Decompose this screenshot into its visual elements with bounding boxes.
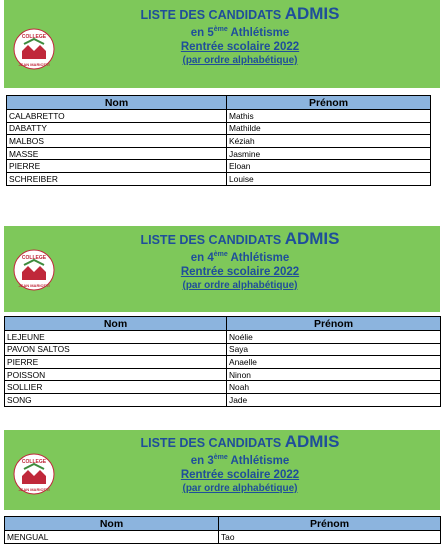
rentree-line: Rentrée scolaire 2022 (180, 468, 300, 481)
table-row: PAVON SALTOS Saya (5, 343, 441, 356)
table-row: SCHREIBER Louise (7, 172, 431, 185)
admis-label: ADMIS (284, 4, 340, 23)
level-line: en 4ème Athlétisme (190, 251, 290, 264)
table-row: CALABRETTO Mathis (7, 110, 431, 123)
header-prenom: Prénom (227, 317, 441, 331)
rentree-line: Rentrée scolaire 2022 (180, 265, 300, 278)
table-row: SONG Jade (5, 393, 441, 406)
order-line: (par ordre alphabétique) (182, 482, 298, 494)
title-prefix: LISTE DES CANDIDATS (140, 233, 282, 247)
rentree-line: Rentrée scolaire 2022 (180, 40, 300, 53)
logo-text-bottom: JEAN MARIOTTI (18, 487, 50, 492)
table-row: SOLLIER Noah (5, 381, 441, 394)
table-row: PIERRE Anaelle (5, 356, 441, 369)
logo-text-top: COLLEGE (21, 255, 47, 261)
admis-label: ADMIS (284, 432, 340, 451)
order-line: (par ordre alphabétique) (182, 54, 298, 66)
title-4eme (60, 231, 420, 292)
table-row: POISSON Ninon (5, 368, 441, 381)
college-logo-icon (12, 452, 56, 496)
table-row: MASSE Jasmine (7, 147, 431, 160)
logo-text-bottom: JEAN MARIOTTI (18, 283, 50, 288)
table-row: MENGUAL Tao (5, 531, 441, 544)
table-row: PIERRE Eloan (7, 160, 431, 173)
college-logo-icon (12, 27, 56, 71)
logo-text-top: COLLEGE (21, 34, 47, 40)
table-5eme (6, 95, 431, 186)
college-logo-icon (12, 248, 56, 292)
header-nom: Nom (5, 317, 227, 331)
table-row: MALBOS Kéziah (7, 135, 431, 148)
header-prenom: Prénom (227, 96, 431, 110)
title-3eme (60, 434, 420, 495)
header-nom: Nom (7, 96, 227, 110)
level-line: en 3ème Athlétisme (190, 454, 290, 467)
table-3eme (4, 516, 441, 544)
header-prenom: Prénom (219, 517, 441, 531)
table-row: LEJEUNE Noélie (5, 331, 441, 344)
admis-label: ADMIS (284, 229, 340, 248)
table-4eme (4, 316, 441, 407)
order-line: (par ordre alphabétique) (182, 279, 298, 291)
header-nom: Nom (5, 517, 219, 531)
table-row: DABATTY Mathilde (7, 122, 431, 135)
logo-text-bottom: JEAN MARIOTTI (18, 62, 50, 67)
level-line: en 5ème Athlétisme (190, 26, 290, 39)
title-5eme (60, 6, 420, 67)
title-prefix: LISTE DES CANDIDATS (140, 8, 282, 22)
title-prefix: LISTE DES CANDIDATS (140, 436, 282, 450)
logo-text-top: COLLEGE (21, 459, 47, 465)
